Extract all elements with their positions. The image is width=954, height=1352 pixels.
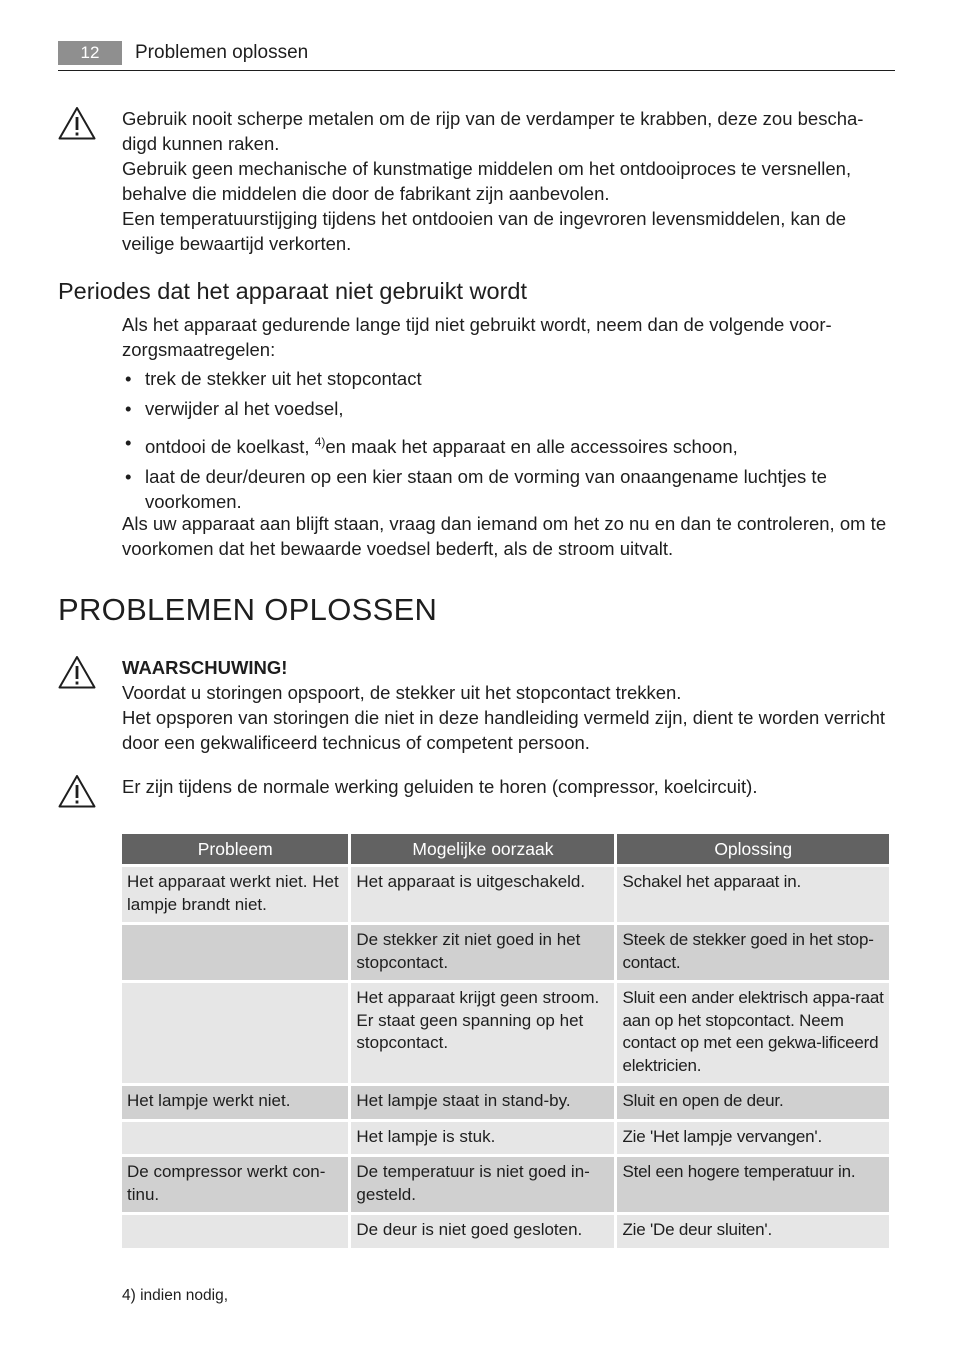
warning-triangle-icon: [58, 106, 96, 140]
section-intro: Als het apparaat gedurende lange tijd niet gebruikt wordt, neem dan de volgende voor-zorgsmaatregelen:: [122, 314, 832, 360]
cell-problem: [122, 983, 348, 1083]
cell-solution: Schakel het apparaat in.: [617, 867, 889, 922]
warning-text-line: Gebruik nooit scherpe metalen om de rijp van de verdamper te krabben, deze zou bescha-digd kunnen raken.: [122, 108, 864, 154]
page-title: PROBLEMEN OPLOSSEN: [58, 592, 438, 627]
troubleshooting-table: [119, 831, 892, 1251]
warning-triangle-icon: [58, 655, 96, 689]
bullet-icon: •: [125, 466, 132, 488]
warning-text-line: Gebruik geen mechanische of kunstmatige middelen om het ontdooiproces te versnellen, behalve die middelen die door de fabrikant zijn aanbevolen.: [122, 158, 852, 204]
cell-problem: [122, 925, 348, 980]
table-row: [122, 1215, 889, 1248]
column-header-cause: Mogelijke oorzaak: [351, 834, 614, 864]
cell-problem: De compressor werkt con-tinu.: [122, 1157, 348, 1212]
precaution-list: [122, 366, 897, 514]
column-header-solution: Oplossing: [617, 834, 889, 864]
table-row: [122, 925, 889, 980]
cell-solution: Sluit en open de deur.: [617, 1086, 889, 1119]
cell-problem: [122, 1122, 348, 1155]
cell-problem: Het apparaat werkt niet. Het lampje brandt niet.: [122, 867, 348, 922]
table-header-row: [122, 834, 889, 864]
warning-triangle-icon: [58, 774, 96, 808]
cell-solution: Sluit een ander elektrisch appa-raat aan op het stopcontact. Neem contact op met een gekwa-lificeerd elektricien.: [617, 983, 889, 1083]
warning-text-line: Het opsporen van storingen die niet in deze handleiding vermeld zijn, dient te worden verricht door een gekwalificeerd technicus of competent persoon.: [122, 707, 886, 753]
cell-cause: Het apparaat krijgt geen stroom. Er staat geen spanning op het stopcontact.: [351, 983, 614, 1083]
list-item: • ontdooi de koelkast, $^{4)}$en maak het apparaat en alle accessoires schoon,: [125, 432, 738, 458]
header-title: Problemen oplossen: [135, 42, 309, 63]
cell-problem: [122, 1215, 348, 1248]
table-row: [122, 867, 889, 922]
cell-problem: Het lampje werkt niet.: [122, 1086, 348, 1119]
column-header-problem: Probleem: [122, 834, 348, 864]
cell-cause: De deur is niet goed gesloten.: [351, 1215, 614, 1248]
table-row: [122, 1157, 889, 1212]
footnote: 4) indien nodig,: [122, 1287, 228, 1304]
table-row: [122, 1122, 889, 1155]
section-heading-unused: Periodes dat het apparaat niet gebruikt wordt: [58, 278, 527, 304]
warning-text-line: Een temperatuurstijging tijdens het ontdooien van de ingevroren levensmiddelen, kan de veilige bewaartijd verkorten.: [122, 208, 847, 254]
warning-text-line: Er zijn tijdens de normale werking geluiden te horen (compressor, koelcircuit).: [122, 776, 758, 797]
cell-cause: De stekker zit niet goed in het stopcontact.: [351, 925, 614, 980]
bullet-icon: •: [125, 368, 132, 389]
section-outro: Als uw apparaat aan blijft staan, vraag dan iemand om het zo nu en dan te controleren, om te voorkomen dat het bewaarde voedsel bederft, als de stroom uitvalt.: [122, 513, 887, 559]
warning-text-line: Voordat u storingen opspoort, de stekker uit het stopcontact trekken.: [122, 682, 682, 703]
list-item: • laat de deur/deuren op een kier staan om de vorming van onaangename luchtjes te voorkomen.: [125, 466, 827, 513]
list-item: • verwijder al het voedsel,: [125, 398, 344, 419]
footnote-ref: 4): [314, 435, 326, 449]
bullet-icon: •: [125, 398, 132, 419]
cell-cause: Het lampje is stuk.: [351, 1122, 614, 1155]
warning-heading: WAARSCHUWING!: [122, 657, 288, 678]
table-row: [122, 983, 889, 1083]
cell-cause: De temperatuur is niet goed in-gesteld.: [351, 1157, 614, 1212]
cell-cause: Het apparaat is uitgeschakeld.: [351, 867, 614, 922]
cell-solution: Steek de stekker goed in het stop-contact.: [617, 925, 889, 980]
cell-solution: Zie 'Het lampje vervangen'.: [617, 1122, 889, 1155]
cell-solution: Zie 'De deur sluiten'.: [617, 1215, 889, 1248]
cell-solution: Stel een hogere temperatuur in.: [617, 1157, 889, 1212]
bullet-icon: •: [125, 432, 132, 453]
page-number: 12: [58, 41, 122, 65]
table-row: [122, 1086, 889, 1119]
list-item: • trek de stekker uit het stopcontact: [125, 368, 422, 389]
cell-cause: Het lampje staat in stand-by.: [351, 1086, 614, 1119]
page-header: [58, 40, 895, 71]
